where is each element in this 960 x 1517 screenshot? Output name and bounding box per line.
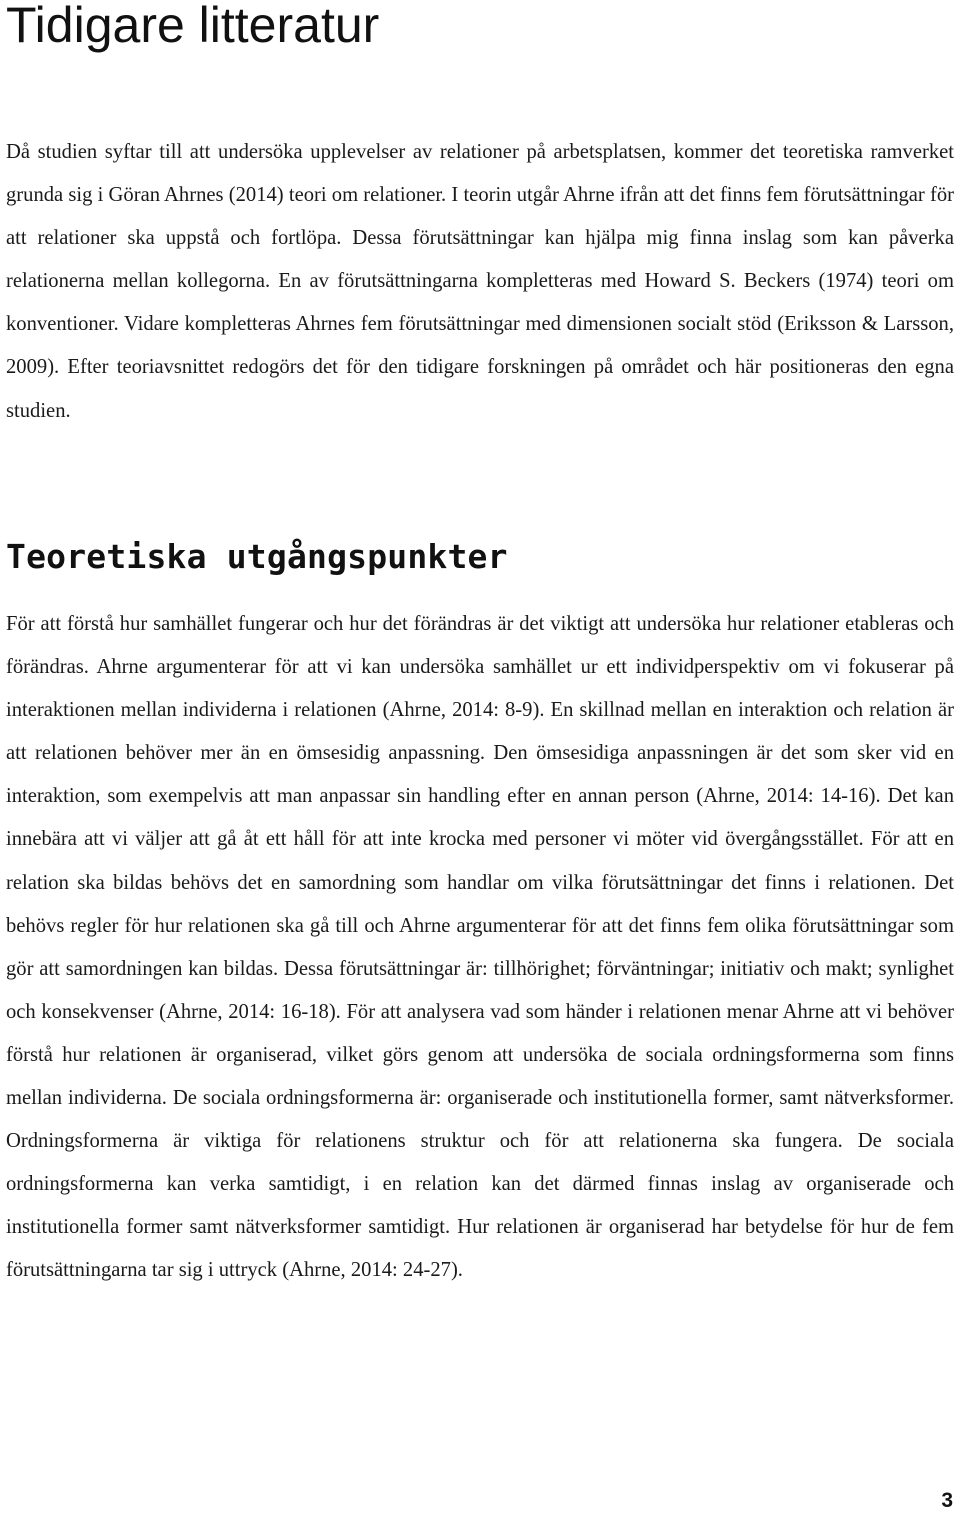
section-heading: Teoretiska utgångspunkter	[6, 537, 508, 576]
page-title: Tidigare litteratur	[6, 0, 380, 53]
page-number: 3	[941, 1489, 953, 1512]
intro-paragraph: Då studien syftar till att undersöka upplevelser av relationer på arbetsplatsen, kommer det teoretiska ramverket grunda sig i Göran Ahrnes (2014) teori om relationer. I teorin utgår Ahrne ifrån att det finns fem förutsättningar för att relationer ska uppstå och fortlöpa. Dessa förutsättningar kan hjälpa mig finna inslag som kan påverka relationerna mellan kollegorna. En av förutsättningarna kompletteras med Howard S. Beckers (1974) teori om konventioner. Vidare kompletteras Ahrnes fem förutsättningar med dimensionen socialt stöd (Eriksson & Larsson, 2009). Efter teoriavsnittet redogörs det för den tidigare forskningen på området och här positioneras den egna studien.	[6, 141, 954, 422]
section-paragraph: För att förstå hur samhället fungerar och hur det förändras är det viktigt att undersöka hur relationer etableras och förändras. Ahrne argumenterar för att vi kan undersöka samhället ur ett individperspektiv om vi fokuserar på interaktionen mellan individerna i relationen (Ahrne, 2014: 8-9). En skillnad mellan en interaktion och relation är att relationen behöver mer än en ömsesidig anpassning. Den ömsesidiga anpassningen är det som sker vid en interaktion, som exempelvis att man anpassar sin handling efter en annan person (Ahrne, 2014: 14-16). Det kan innebära att vi väljer att gå åt ett håll för att inte krocka med personer vi möter vid övergångsstället. För att en relation ska bildas behövs det en samordning som handlar om vilka förutsättningar det finns i relationen. Det behövs regler för hur relationen ska gå till och Ahrne argumenterar för att det finns fem olika förutsättningar som gör att samordningen kan bildas. Dessa förutsättningar är: tillhörighet; förväntningar; initiativ och makt; synlighet och konsekvenser (Ahrne, 2014: 16-18). För att analysera vad som händer i relationen menar Ahrne att vi behöver förstå hur relationen är organiserad, vilket görs genom att undersöka de sociala ordningsformerna som finns mellan individerna. De sociala ordningsformerna är: organiserade och institutionella former, samt nätverksformer. Ordningsformerna är viktiga för relationens struktur och för att relationerna ska fungera. De sociala ordningsformerna kan verka samtidigt, i en relation kan det därmed finnas inslag av organiserade och institutionella former samt nätverksformer samtidigt. Hur relationen är organiserad har betydelse för hur de fem förutsättningarna tar sig i uttryck (Ahrne, 2014: 24-27).	[6, 613, 954, 1282]
